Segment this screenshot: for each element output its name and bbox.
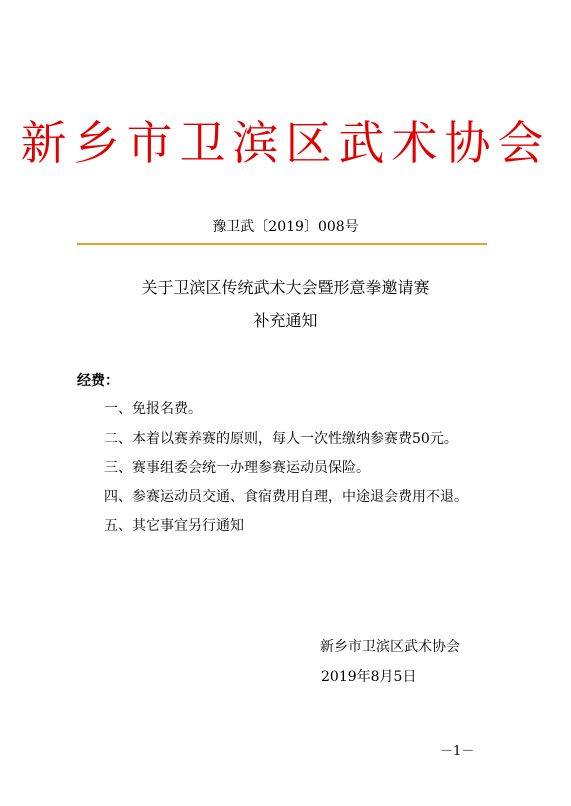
header-divider	[77, 243, 487, 245]
list-item: 三、赛事组委会统一办理参赛运动员保险。	[104, 460, 370, 476]
list-item: 二、本着以赛养赛的原则，每人一次性缴纳参赛费50元。	[104, 431, 458, 447]
signature-organization: 新乡市卫滨区武术协会	[320, 639, 460, 655]
document-number: 豫卫武〔2019〕008号	[212, 219, 359, 235]
list-item: 五、其它事宜另行通知	[104, 518, 244, 534]
list-item: 一、免报名费。	[104, 401, 202, 417]
list-item: 四、参赛运动员交通、食宿费用自理，中途退会费用不退。	[104, 489, 468, 505]
signature-date: 2019年8月5日	[321, 669, 417, 685]
document-title-line-2: 补充通知	[253, 311, 318, 330]
section-label-funding: 经费：	[77, 373, 119, 389]
organization-header: 新乡市卫滨区武术协会	[20, 116, 551, 170]
page-number: －1－	[440, 744, 475, 759]
document-title-line-1: 关于卫滨区传统武术大会暨形意拳邀请赛	[141, 278, 430, 297]
